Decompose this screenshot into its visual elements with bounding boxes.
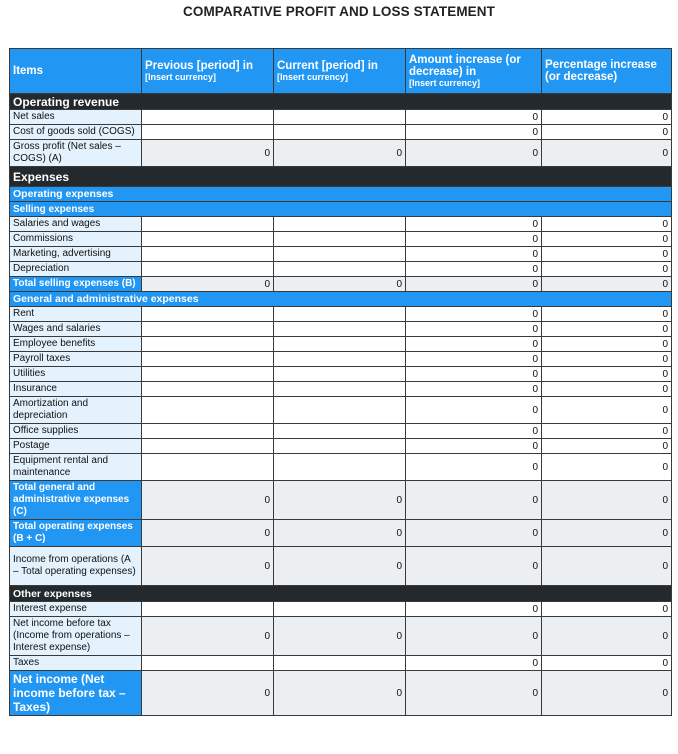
row-label: Total operating expenses (B + C) xyxy=(10,520,142,547)
row-label: Commissions xyxy=(10,232,142,247)
table-row xyxy=(10,322,672,337)
table-row xyxy=(10,125,672,140)
current-cell[interactable] xyxy=(274,247,406,262)
previous-cell: 0 xyxy=(142,140,274,167)
row-label: Equipment rental and maintenance xyxy=(10,454,142,481)
amount-cell: 0 xyxy=(406,232,542,247)
amount-cell: 0 xyxy=(406,397,542,424)
row-label: Net income before tax (Income from operations – Interest expense) xyxy=(10,617,142,656)
row-label: Total selling expenses (B) xyxy=(10,277,142,292)
header-current-period: Current [period] in [Insert currency] xyxy=(274,49,406,94)
percentage-cell: 0 xyxy=(542,125,672,140)
table-row xyxy=(10,217,672,232)
current-cell[interactable] xyxy=(274,322,406,337)
amount-cell: 0 xyxy=(406,125,542,140)
current-cell[interactable] xyxy=(274,262,406,277)
table-row xyxy=(10,307,672,322)
row-label: Taxes xyxy=(10,656,142,671)
row-label: Cost of goods sold (COGS) xyxy=(10,125,142,140)
amount-cell: 0 xyxy=(406,520,542,547)
table-row xyxy=(10,367,672,382)
row-label: Salaries and wages xyxy=(10,217,142,232)
previous-cell: 0 xyxy=(142,277,274,292)
percentage-cell: 0 xyxy=(542,424,672,439)
amount-cell: 0 xyxy=(406,656,542,671)
section-operating-expenses: Operating expenses xyxy=(10,187,672,202)
table-row xyxy=(10,247,672,262)
table-row xyxy=(10,262,672,277)
row-label: Income from operations (A – Total operating expenses) xyxy=(10,547,142,586)
previous-cell: 0 xyxy=(142,520,274,547)
previous-cell[interactable] xyxy=(142,232,274,247)
table-row xyxy=(10,110,672,125)
table-row xyxy=(10,520,672,547)
percentage-cell: 0 xyxy=(542,110,672,125)
percentage-cell: 0 xyxy=(542,217,672,232)
percentage-cell: 0 xyxy=(542,439,672,454)
header-amount-change: Amount increase (or decrease) in [Insert currency] xyxy=(406,49,542,94)
amount-cell: 0 xyxy=(406,367,542,382)
previous-cell[interactable] xyxy=(142,424,274,439)
row-label: Employee benefits xyxy=(10,337,142,352)
percentage-cell: 0 xyxy=(542,671,672,716)
previous-cell[interactable] xyxy=(142,217,274,232)
current-cell[interactable] xyxy=(274,656,406,671)
current-cell[interactable] xyxy=(274,125,406,140)
amount-cell: 0 xyxy=(406,617,542,656)
row-label: Marketing, advertising xyxy=(10,247,142,262)
previous-cell[interactable] xyxy=(142,262,274,277)
percentage-cell: 0 xyxy=(542,397,672,424)
previous-cell[interactable] xyxy=(142,439,274,454)
section-other-expenses: Other expenses xyxy=(10,586,672,602)
table-row xyxy=(10,547,672,586)
current-cell[interactable] xyxy=(274,110,406,125)
amount-cell: 0 xyxy=(406,602,542,617)
previous-cell[interactable] xyxy=(142,125,274,140)
previous-cell[interactable] xyxy=(142,382,274,397)
table-row xyxy=(10,232,672,247)
previous-cell: 0 xyxy=(142,671,274,716)
amount-cell: 0 xyxy=(406,382,542,397)
percentage-cell: 0 xyxy=(542,232,672,247)
amount-cell: 0 xyxy=(406,481,542,520)
percentage-cell: 0 xyxy=(542,277,672,292)
percentage-cell: 0 xyxy=(542,247,672,262)
percentage-cell: 0 xyxy=(542,520,672,547)
page-title: COMPARATIVE PROFIT AND LOSS STATEMENT xyxy=(183,4,495,19)
table-row xyxy=(10,602,672,617)
section-general-admin-expenses: General and administrative expenses xyxy=(10,292,672,307)
row-label: Wages and salaries xyxy=(10,322,142,337)
previous-cell[interactable] xyxy=(142,322,274,337)
amount-cell: 0 xyxy=(406,671,542,716)
previous-cell[interactable] xyxy=(142,307,274,322)
percentage-cell: 0 xyxy=(542,352,672,367)
previous-cell[interactable] xyxy=(142,110,274,125)
current-cell: 0 xyxy=(274,671,406,716)
amount-cell: 0 xyxy=(406,439,542,454)
amount-cell: 0 xyxy=(406,454,542,481)
percentage-cell: 0 xyxy=(542,602,672,617)
table-row xyxy=(10,140,672,167)
profit-loss-table xyxy=(9,48,672,716)
current-cell: 0 xyxy=(274,617,406,656)
previous-cell[interactable] xyxy=(142,337,274,352)
previous-cell[interactable] xyxy=(142,367,274,382)
amount-cell: 0 xyxy=(406,277,542,292)
section-selling-expenses: Selling expenses xyxy=(10,202,672,217)
header-previous-period: Previous [period] in [Insert currency] xyxy=(142,49,274,94)
percentage-cell: 0 xyxy=(542,547,672,586)
table-row xyxy=(10,439,672,454)
row-label: Amortization and depreciation xyxy=(10,397,142,424)
percentage-cell: 0 xyxy=(542,382,672,397)
table-row xyxy=(10,656,672,671)
table-row xyxy=(10,277,672,292)
table-row xyxy=(10,454,672,481)
amount-cell: 0 xyxy=(406,217,542,232)
current-cell: 0 xyxy=(274,520,406,547)
row-label: Interest expense xyxy=(10,602,142,617)
percentage-cell: 0 xyxy=(542,454,672,481)
header-items: Items xyxy=(10,49,142,94)
current-cell: 0 xyxy=(274,277,406,292)
header-percentage-change: Percentage increase (or decrease) xyxy=(542,49,672,94)
row-label: Payroll taxes xyxy=(10,352,142,367)
percentage-cell: 0 xyxy=(542,322,672,337)
previous-cell[interactable] xyxy=(142,352,274,367)
table-row xyxy=(10,382,672,397)
amount-cell: 0 xyxy=(406,247,542,262)
amount-cell: 0 xyxy=(406,110,542,125)
row-label: Postage xyxy=(10,439,142,454)
section-expenses: Expenses xyxy=(10,167,672,187)
row-label: Utilities xyxy=(10,367,142,382)
table-row xyxy=(10,424,672,439)
current-cell: 0 xyxy=(274,481,406,520)
row-label: Net sales xyxy=(10,110,142,125)
current-cell: 0 xyxy=(274,140,406,167)
current-cell[interactable] xyxy=(274,382,406,397)
previous-cell: 0 xyxy=(142,617,274,656)
current-cell[interactable] xyxy=(274,602,406,617)
amount-cell: 0 xyxy=(406,307,542,322)
row-label: Rent xyxy=(10,307,142,322)
current-cell[interactable] xyxy=(274,307,406,322)
current-cell[interactable] xyxy=(274,352,406,367)
current-cell[interactable] xyxy=(274,217,406,232)
current-cell: 0 xyxy=(274,547,406,586)
previous-cell[interactable] xyxy=(142,656,274,671)
row-label: Gross profit (Net sales – COGS) (A) xyxy=(10,140,142,167)
row-label: Net income (Net income before tax – Taxes) xyxy=(10,671,142,716)
current-cell[interactable] xyxy=(274,232,406,247)
previous-cell[interactable] xyxy=(142,454,274,481)
table-row xyxy=(10,481,672,520)
table-row xyxy=(10,397,672,424)
previous-cell: 0 xyxy=(142,481,274,520)
amount-cell: 0 xyxy=(406,337,542,352)
percentage-cell: 0 xyxy=(542,367,672,382)
amount-cell: 0 xyxy=(406,262,542,277)
table-row xyxy=(10,617,672,656)
current-cell[interactable] xyxy=(274,424,406,439)
percentage-cell: 0 xyxy=(542,262,672,277)
current-cell[interactable] xyxy=(274,367,406,382)
previous-cell[interactable] xyxy=(142,602,274,617)
percentage-cell: 0 xyxy=(542,617,672,656)
amount-cell: 0 xyxy=(406,352,542,367)
table-row xyxy=(10,352,672,367)
amount-cell: 0 xyxy=(406,424,542,439)
table-header-row xyxy=(10,49,672,94)
table-row xyxy=(10,671,672,716)
percentage-cell: 0 xyxy=(542,307,672,322)
previous-cell[interactable] xyxy=(142,397,274,424)
amount-cell: 0 xyxy=(406,547,542,586)
row-label: Insurance xyxy=(10,382,142,397)
previous-cell: 0 xyxy=(142,547,274,586)
percentage-cell: 0 xyxy=(542,656,672,671)
amount-cell: 0 xyxy=(406,322,542,337)
amount-cell: 0 xyxy=(406,140,542,167)
row-label: Depreciation xyxy=(10,262,142,277)
percentage-cell: 0 xyxy=(542,337,672,352)
current-cell[interactable] xyxy=(274,454,406,481)
current-cell[interactable] xyxy=(274,337,406,352)
percentage-cell: 0 xyxy=(542,481,672,520)
row-label: Office supplies xyxy=(10,424,142,439)
table-row xyxy=(10,337,672,352)
row-label: Total general and administrative expenses (C) xyxy=(10,481,142,520)
previous-cell[interactable] xyxy=(142,247,274,262)
current-cell[interactable] xyxy=(274,397,406,424)
current-cell[interactable] xyxy=(274,439,406,454)
section-operating-revenue: Operating revenue xyxy=(10,94,672,110)
percentage-cell: 0 xyxy=(542,140,672,167)
